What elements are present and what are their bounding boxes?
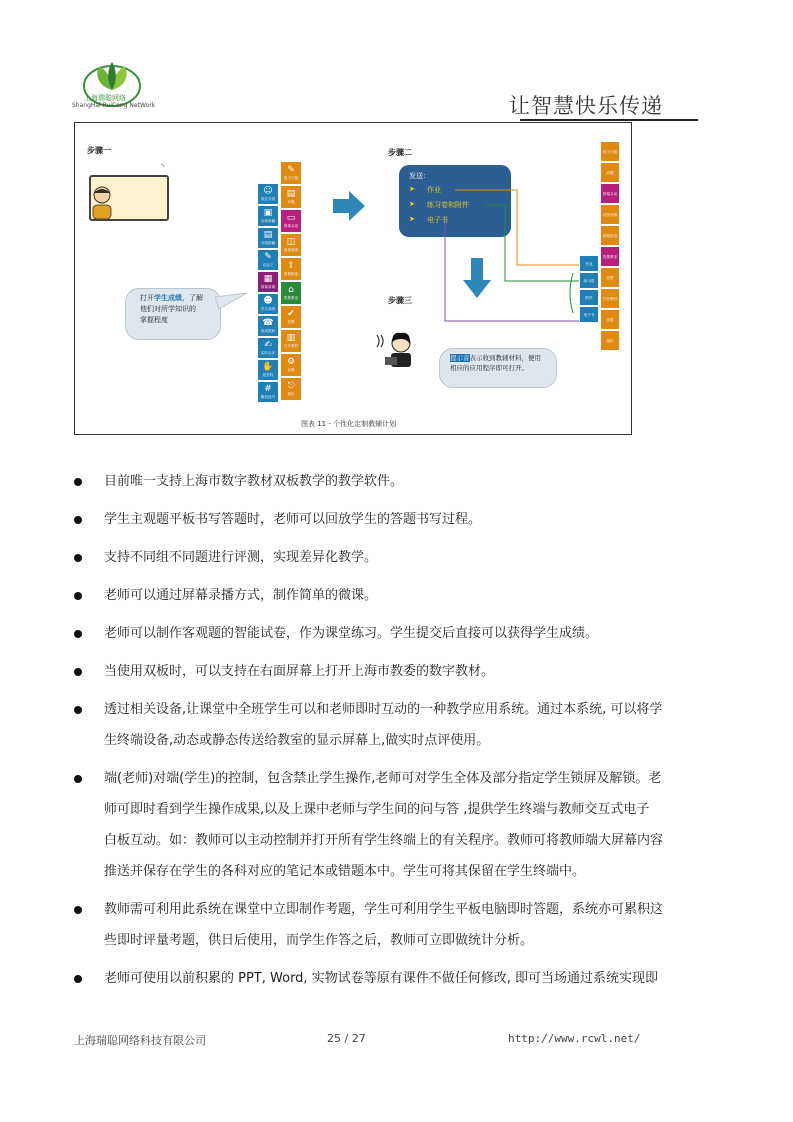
- tile-label: 投票: [287, 319, 295, 324]
- callout-line1-pre: 打开: [140, 294, 154, 302]
- tile-label: 智慧教室: [602, 254, 618, 259]
- send-item-bullet-1: ➤: [409, 185, 415, 193]
- bullet-text: [104, 656, 704, 687]
- bullet-text: [104, 580, 704, 611]
- tile-label: 屏幕录像: [260, 284, 276, 289]
- mini-right-tile[interactable]: [600, 204, 620, 225]
- callout-line3: 掌握程度: [140, 316, 168, 324]
- tile-label: 屏幕互动: [283, 223, 299, 228]
- send-item-bullet-2: ➤: [409, 200, 415, 208]
- tile-label: 屏幕推送: [283, 271, 299, 276]
- bullet-line: 老师可使用以前积累的 PPT, Word, 实物试卷等原有课件不做任何修改, 即可当场通过系统实现即: [104, 971, 658, 986]
- bullet-item: [74, 656, 704, 687]
- bullet-line: 透过相关设备,让课堂中全班学生可以和老师即时互动的一种教学应用系统。通过本系统, 可以将学: [104, 702, 663, 717]
- hand-icon: ✋: [262, 362, 274, 372]
- tile-label: 设备管理: [602, 212, 618, 217]
- tile-label: 全体屏蔽: [260, 218, 276, 223]
- mini-left-tile[interactable]: [579, 255, 599, 272]
- tile-label: 随机选号: [260, 394, 276, 399]
- tile-label: 评题: [606, 170, 614, 175]
- gear-icon: ⚙: [286, 357, 296, 367]
- bullet-item: [74, 580, 704, 611]
- bullet-item: [74, 504, 704, 535]
- tile-label: 自定义: [262, 262, 274, 267]
- bullet-line: 目前唯一支持上海市数字教材双板教学的教学软件。: [104, 474, 404, 489]
- bullet-text: [104, 763, 704, 887]
- score-icon: ☻: [263, 296, 273, 306]
- tile-label: 附件: [585, 295, 593, 300]
- bullet-dot-icon: [74, 478, 82, 486]
- bullet-line: 些即时评量考题，供日后使用，而学生作答之后，教师可立即做统计分析。: [104, 933, 534, 948]
- tile-label: 电话提问: [260, 328, 276, 333]
- callout-highlight: 学生成绩: [154, 294, 182, 302]
- mini-left-tile[interactable]: [579, 289, 599, 306]
- bullet-line: 端(老师)对端(学生)的控制，包含禁止学生操作,老师可对学生全体及部分指定学生锁屏及解锁。老: [104, 771, 662, 786]
- tile-label: 打开教材: [602, 296, 618, 301]
- phone-icon: ☎: [262, 318, 274, 328]
- bullet-item: [74, 466, 704, 497]
- wifi-icon: ◝: [161, 163, 165, 173]
- bullet-line: 学生主观题平板书写答题时，老师可以回放学生的答题书写过程。: [104, 512, 482, 527]
- tile-label: 抢答权: [262, 372, 274, 377]
- bullet-dot-icon: [74, 630, 82, 638]
- logo-text-en: ShangHai RuiCong NetWork: [72, 102, 156, 109]
- lock-icon: ▣: [263, 208, 273, 218]
- exit-icon: ⎋: [287, 381, 295, 391]
- device-icon: ◫: [286, 237, 296, 247]
- class-icon: ⌂: [288, 285, 294, 295]
- figure-caption: 图表 11 - 个性化定制教辅计划: [301, 420, 397, 428]
- bullet-line: 白板互动。如：教师可以主动控制并打开所有学生终端上的有关程序。教师可将教师端大屏幕内容: [104, 833, 664, 848]
- vote-icon: ✔: [287, 309, 295, 319]
- bullet-line: 老师可以通过屏幕录播方式，制作简单的微课。: [104, 588, 378, 603]
- tile-label: 设置: [287, 367, 295, 372]
- pen-icon: ✎: [287, 165, 295, 175]
- step3-callout-highlight: 提示音: [450, 354, 470, 362]
- header-rule: [520, 119, 698, 121]
- bullet-text: [104, 542, 704, 573]
- bullet-text: [104, 694, 704, 756]
- logo-text-cn: 上海瑞聪网络: [84, 94, 126, 102]
- tile-label: 作业: [585, 261, 593, 266]
- mini-right-tile[interactable]: [600, 330, 620, 351]
- student-avatar-icon: [375, 331, 419, 371]
- bullet-text: [104, 466, 704, 497]
- mini-right-tile[interactable]: [600, 162, 620, 183]
- mini-right-tile[interactable]: [600, 288, 620, 309]
- bullet-item: [74, 618, 704, 649]
- bullet-dot-icon: [74, 554, 82, 562]
- tile-label: 投票: [606, 275, 614, 280]
- mini-right-tile[interactable]: [600, 309, 620, 330]
- callout-line2: 他们对所学知识的: [140, 305, 196, 313]
- bullet-line: 推送并保存在学生的各科对应的笔记本或错题本中。学生可将其保留在学生终端中。: [104, 864, 586, 879]
- tile-label: 练习卷: [583, 278, 595, 283]
- tile-label: 退出: [606, 338, 614, 343]
- mini-left-tile[interactable]: [579, 272, 599, 289]
- record-icon: ▦: [263, 274, 273, 284]
- step1-label: 步骤一: [87, 146, 111, 155]
- mini-right-tile[interactable]: [600, 141, 620, 162]
- comment-icon: ✍: [264, 340, 272, 350]
- bullet-text: [104, 963, 704, 994]
- group-lock-icon: ▤: [263, 230, 273, 240]
- bullet-dot-icon: [74, 516, 82, 524]
- bullet-item: [74, 894, 704, 956]
- tile-label: 电子书: [583, 312, 595, 317]
- tile-label: 评题: [287, 199, 295, 204]
- send-item-bullet-3: ➤: [409, 215, 415, 223]
- bullet-line: 生终端设备,动态或静态传送给教室的显示屏幕上,做实时点评使用。: [104, 733, 490, 748]
- bullet-item: [74, 963, 704, 994]
- tile-label: 屏幕互动: [602, 191, 618, 196]
- mini-right-tile[interactable]: [600, 246, 620, 267]
- bullet-text: [104, 504, 704, 535]
- step3-callout-line2: 相应的应用程序即可打开。: [450, 364, 528, 372]
- bullet-dot-icon: [74, 906, 82, 914]
- tile-label: 屏幕推送: [602, 233, 618, 238]
- doc-icon: ▤: [286, 189, 296, 199]
- step2-label: 步骤二: [388, 148, 412, 157]
- bullet-item: [74, 763, 704, 887]
- mini-left-tile[interactable]: [579, 306, 599, 323]
- send-item-1: 作业: [427, 186, 441, 194]
- bullet-dot-icon: [74, 975, 82, 983]
- bullet-line: 老师可以制作客观题的智能试卷，作为课堂练习。学生提交后直接可以获得学生成绩。: [104, 626, 599, 641]
- tile-label: 设置: [606, 317, 614, 322]
- bullet-item: [74, 542, 704, 573]
- send-item-3: 电子书: [427, 216, 448, 224]
- tile-label: 退出: [287, 391, 295, 396]
- bullet-line: 当使用双板时，可以支持在右面屏幕上打开上海市教委的数字教材。: [104, 664, 495, 679]
- step3-callout-line1: 表示收到教辅材料，便用: [469, 354, 541, 362]
- bullet-dot-icon: [74, 775, 82, 783]
- bullet-text: [104, 618, 704, 649]
- tile-label: 电子白板: [283, 175, 299, 180]
- group-icon: ☺: [263, 186, 273, 196]
- header-slogan: 让智慧快乐传递: [509, 94, 663, 118]
- tile-label: 设定分组: [260, 196, 276, 201]
- screen-icon: ▭: [286, 213, 296, 223]
- tile-label: 分组屏蔽: [260, 240, 276, 245]
- custom-icon: ✎: [264, 252, 272, 262]
- tile-label: 电子白板: [602, 149, 618, 154]
- connector-lines: [75, 123, 633, 436]
- mini-right-tile[interactable]: [600, 183, 620, 204]
- bullet-line: 师可即时看到学生操作成果,以及上课中老师与学生间的问与答 ,提供学生终端与教师交互式电子: [104, 802, 650, 817]
- random-icon: #: [264, 384, 272, 394]
- bullet-line: 教师需可利用此系统在课堂中立即制作考题，学生可利用学生平板电脑即时答题，系统亦可累积这: [104, 902, 664, 917]
- footer-company: 上海瑞聪网络科技有限公司: [74, 1034, 206, 1047]
- step3-label: 步骤三: [388, 296, 412, 305]
- send-title: 发送：: [409, 172, 430, 180]
- tile-label: 学生成绩: [260, 306, 276, 311]
- callout-line1-post: ，了解: [182, 294, 203, 302]
- mini-right-tile[interactable]: [600, 225, 620, 246]
- tile-label: 实时点评: [260, 350, 276, 355]
- tile-label: 智慧教室: [283, 295, 299, 300]
- bullet-dot-icon: [74, 668, 82, 676]
- bullet-dot-icon: [74, 706, 82, 714]
- footer-url: http://www.rcwl.net/: [508, 1032, 641, 1045]
- mini-right-tile[interactable]: [600, 267, 620, 288]
- tile-label: 设备管理: [283, 247, 299, 252]
- arrow-down-icon: [463, 258, 491, 298]
- bullet-text: [104, 894, 704, 956]
- bullet-line: 支持不同组不同题进行评测，实现差异化教学。: [104, 550, 378, 565]
- step3-callout: [439, 348, 557, 388]
- bullet-dot-icon: [74, 592, 82, 600]
- push-icon: ⇪: [287, 261, 295, 271]
- bullet-item: [74, 694, 704, 756]
- tile-label: 打开教材: [283, 343, 299, 348]
- send-item-2: 练习卷和附件: [427, 201, 469, 209]
- footer-page-number: 25 / 27: [327, 1032, 366, 1045]
- book-icon: ▥: [286, 333, 296, 343]
- figure-frame: [74, 122, 632, 435]
